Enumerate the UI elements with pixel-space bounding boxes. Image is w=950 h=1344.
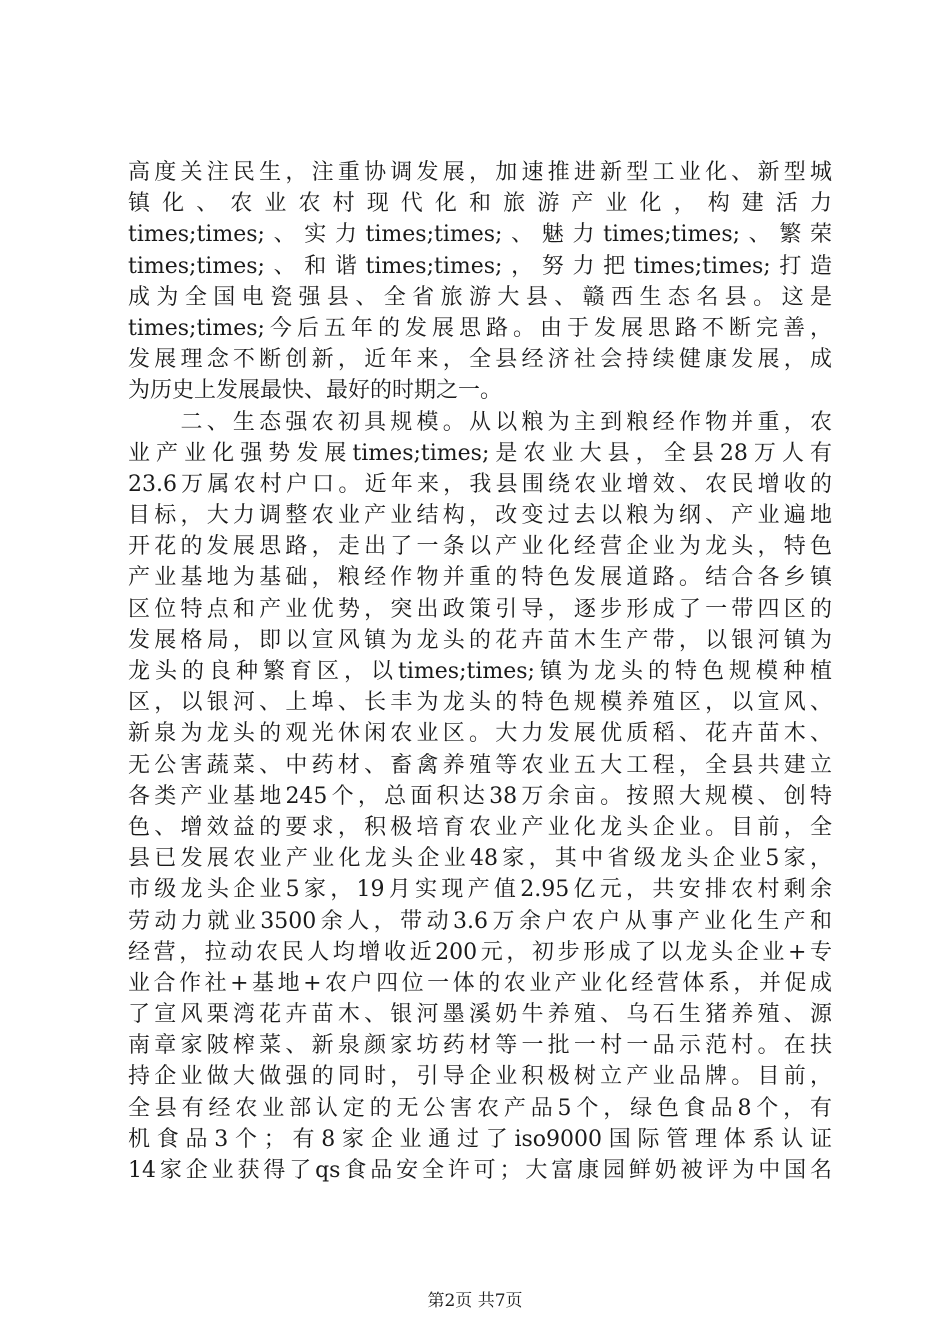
text-line: times;times;今后五年的发展思路。由于发展思路不断完善， [128,315,832,341]
text-line: 区，以银河、上埠、长丰为龙头的特色规模养殖区，以宣风、 [128,690,832,716]
text-line: 持企业做大做强的同时，引导企业积极树立产业品牌。目前， [128,1064,832,1090]
text-line: 业合作社+基地+农户四位一体的农业产业化经营体系，并促成 [128,970,832,996]
text-line: 龙头的良种繁育区，以times;times;镇为龙头的特色规模种植 [128,659,832,684]
text-line: 南章家陂榨菜、新泉颜家坊药材等一批一村一品示范村。在扶 [128,1033,832,1059]
text-line: 业产业化强势发展times;times;是农业大县，全县28万人有 [128,440,832,466]
text-line: 经营，拉动农民人均增收近200元，初步形成了以龙头企业+专 [128,939,832,965]
text-line: 二、生态强农初具规模。从以粮为主到粮经作物并重，农 [128,409,832,435]
text-line: 14家企业获得了qs食品安全许可；大富康园鲜奶被评为中国名 [128,1158,832,1183]
text-line: 机食品3个；有8家企业通过了iso9000国际管理体系认证 [128,1126,832,1152]
text-line: 23.6万属农村户口。近年来，我县围绕农业增效、农民增收的 [128,471,832,497]
text-line: times;times;、实力times;times;、魅力times;times;、繁荣 [128,222,832,248]
text-line: 镇化、农业农村现代化和旅游产业化，构建活力 [128,191,832,217]
text-line: 全县有经农业部认定的无公害农产品5个，绿色食品8个，有 [128,1095,832,1121]
text-line: 新泉为龙头的观光休闲农业区。大力发展优质稻、花卉苗木、 [128,721,832,747]
text-line: 发展格局，即以宣风镇为龙头的花卉苗木生产带，以银河镇为 [128,627,832,653]
body-text [128,157,832,1186]
text-line: times;times;、和谐times;times;，努力把times;times;打造 [128,253,832,279]
text-line: 县已发展农业产业化龙头企业48家，其中省级龙头企业5家， [128,846,832,872]
text-line: 高度关注民生，注重协调发展，加速推进新型工业化、新型城 [128,160,832,185]
page-footer: 第2页 共7页 [427,1291,523,1311]
text-line: 了宣风栗湾花卉苗木、银河墨溪奶牛养殖、乌石生猪养殖、源 [128,1002,832,1028]
text-line: 无公害蔬菜、中药材、畜禽养殖等农业五大工程，全县共建立 [128,752,832,778]
text-line: 成为全国电瓷强县、全省旅游大县、赣西生态名县。这是 [128,284,832,310]
text-line: 开花的发展思路，走出了一条以产业化经营企业为龙头，特色 [128,534,832,560]
text-line: 为历史上发展最快、最好的时期之一。 [128,378,503,404]
text-line: 劳动力就业3500余人，带动3.6万余户农户从事产业化生产和 [128,908,832,934]
text-line: 区位特点和产业优势，突出政策引导，逐步形成了一带四区的 [128,596,832,622]
text-line: 色、增效益的要求，积极培育农业产业化龙头企业。目前，全 [128,814,832,840]
text-line: 发展理念不断创新，近年来，全县经济社会持续健康发展，成 [128,347,832,373]
text-line: 市级龙头企业5家，19月实现产值2.95亿元，共安排农村剩余 [128,877,832,903]
text-line: 产业基地为基础，粮经作物并重的特色发展道路。结合各乡镇 [128,565,832,591]
text-line: 目标，大力调整农业产业结构，改变过去以粮为纲、产业遍地 [128,503,832,529]
text-line: 各类产业基地245个，总面积达38万余亩。按照大规模、创特 [128,783,832,809]
